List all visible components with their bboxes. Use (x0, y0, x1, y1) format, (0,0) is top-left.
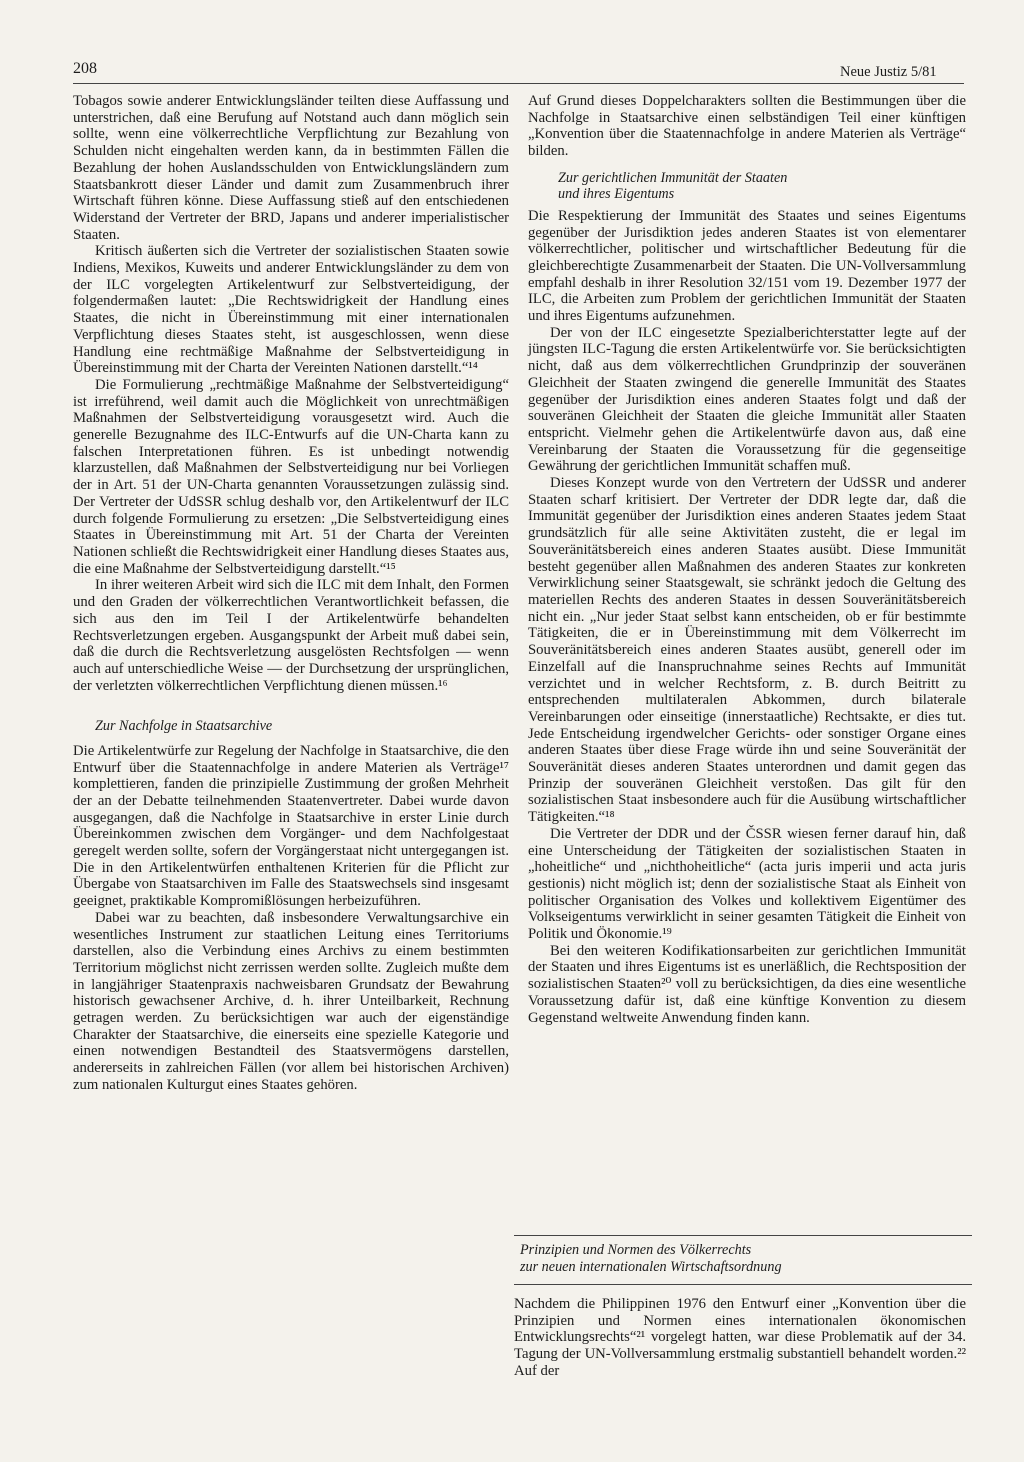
paragraph: Dabei war zu beachten, daß insbesondere Verwaltungsarchive ein wesentliches Instrument zur staatlichen Leitung eines Territoriums darstellen, also die Verbindung eines Archivs zu einem bestimmten Territorium möglichst nicht zerrissen werden sollte. Zugleich mußte dem in langjähriger Staatenpraxis nachweisbaren Grundsatz der Bewahrung historisch gewachsener Archive, d. h. ihrer Unteilbarkeit, Rechnung getragen werden. Zu berücksichtigen war auch der eigenständige Charakter der Staatsarchive, die einerseits eine spezielle Kategorie und einen notwendigen Bestandteil des Staatsvermögens darstellen, andererseits in zahlreichen Fällen (vor allem bei historischen Archiven) zum nationalen Kulturgut eines Staates gehören. (73, 909, 509, 1093)
paragraph: Der von der ILC eingesetzte Spezialberichterstatter legte auf der jüngsten ILC-Tagung die ersten Artikelentwürfe vor. Sie berücksichtigten nicht, daß aus dem völkerrechtlichen Grundprinzip der souveränen Gleichheit der Staaten zwingend die generelle Immunität des Staates gegenüber der Jurisdiktion eines anderen Staates folgt und daß der souveränen Gleichheit der Staaten die gleiche Immunität aller Staaten entspricht. Vielmehr gehen die Artikelentwürfe davon aus, daß eine Vereinbarung der Staaten die Voraussetzung für die gegenseitige Gewährung der gerichtlichen Immunität schaffen muß. (528, 324, 966, 475)
boxed-section-heading (514, 1235, 972, 1285)
section-heading-line: und ihres Eigentums (558, 186, 675, 203)
paragraph: Kritisch äußerten sich die Vertreter der sozialistischen Staaten sowie Indiens, Mexikos, Kuweits und anderer Entwicklungsländer zu dem von der ILC vorgelegten Artikelentwurf zur Selbstverteidigung, der folgendermaßen lautet: „Die Rechtswidrigkeit der Handlung eines Staates, die nicht in Übereinstimmung mit einer internationalen Verpflichtung dieses Staates steht, ist ausgeschlossen, wenn diese Handlung eine rechtmäßige Maßnahme der Selbstverteidigung in Übereinstimmung mit der Charta der Vereinten Nationen darstellt.“¹⁴ (73, 243, 509, 377)
section-heading-line: Zur gerichtlichen Immunität der Staaten (558, 169, 788, 186)
bottom-right-text (514, 1296, 966, 1380)
paragraph: Die Vertreter der DDR und der ČSSR wiesen ferner darauf hin, daß eine Unterscheidung der Tätigkeiten der sozialistischen Staaten in „hoheitliche“ und „nichthoheitliche“ (acta juris imperii und acta juris gestionis) nicht möglich ist; denn der sozialistische Staat als Einheit von politischer Organisation des Volkes und kollektivem Eigentümer des Volkseigentums verwirklicht in seiner gesamten Tätigkeit die Einheit von Politik und Ökonomie.¹⁹ (528, 825, 966, 943)
section-heading-line: zur neuen internationalen Wirtschaftsordnung (520, 1259, 782, 1275)
left-column (73, 93, 509, 1094)
paragraph: Nachdem die Philippinen 1976 den Entwurf einer „Konvention über die Prinzipien und Normen eines internationalen ökonomischen Entwicklungsrechts“²¹ vorgelegt hatten, war diese Problematik auf der 34. Tagung der UN-Vollversammlung erstmalig substantiell behandelt worden.²² Auf der (514, 1296, 966, 1379)
paragraph: Bei den weiteren Kodifikationsarbeiten zur gerichtlichen Immunität der Staaten und ihres Eigentums ist es unerläßlich, die Rechtsposition der sozialistischen Staaten²⁰ voll zu berücksichtigen, da dies eine wesentliche Voraussetzung dafür ist, daß eine künftige Konvention zu diesem Gegenstand weltweite Anwendung finden kann. (528, 942, 966, 1026)
paragraph: Dieses Konzept wurde von den Vertretern der UdSSR und anderer Staaten scharf kritisiert. Der Vertreter der DDR legte dar, daß die Immunität gegenüber der Jurisdiktion eines anderen Staates jedem Staat grundsätzlich für alle seine Aktivitäten zusteht, die er legal im Souveränitätsbereich eines anderen Staates ausübt. Diese Immunität besteht gegenüber allen Maßnahmen des anderen Staates zur konkreten Verwirklichung seiner Staatsgewalt, sie schränkt jedoch die Geltung des materiellen Rechts des anderen Staates in dessen Souveränitätsbereich nicht ein. „Nur jeder Staat selbst kann entscheiden, ob er für bestimmte Tätigkeiten, die er in Übereinstimmung mit dem Völkerrecht im Souveränitätsbereich eines anderen Staates ausübt, generell oder im Einzelfall auf die Inanspruchnahme seines Rechts auf Immunität verzichtet und in welcher Rechtsform, z. B. durch Beitritt zu entsprechenden multilateralen Abkommen, durch bilaterale Vereinbarungen oder einseitige (innerstaatliche) Rechtsakte, er dies tut. Jede Entscheidung irgendwelcher Gerichts- oder sonstiger Organe eines anderen Staates über diese Frage würde ihn und seine Souveränität der Souveränität dieses anderen Staates unterordnen und damit gegen das Prinzip der souveränen Gleichheit verstoßen. Das gilt für den sozialistischen Staat insbesondere auch für die Ausübung wirtschaftlicher Tätigkeiten.“¹⁸ (528, 475, 966, 826)
paragraph: Die Respektierung der Immunität des Staates und seines Eigentums gegenüber der Jurisdiktion jedes anderen Staates ist von elementarer völkerrechtlicher, politischer und wirtschaftlicher Bedeutung für die gleichberechtigte Zusammenarbeit der Staaten. Die UN-Vollversammlung empfahl deshalb in ihrer Resolution 32/151 vom 19. Dezember 1977 der ILC, die Arbeiten zum Problem der gerichtlichen Immunität der Staaten und ihres Eigentums aufzunehmen. (528, 207, 966, 325)
paragraph: In ihrer weiteren Arbeit wird sich die ILC mit dem Inhalt, den Formen und den Graden der völkerrechtlichen Verantwortlichkeit befassen, die sich aus den im Teil I der Artikelentwürfe behandelten Rechtsverletzungen ergeben. Ausgangspunkt der Arbeit muß dabei sein, daß die durch die Rechtsverletzung ausgelösten Rechtsfolgen — wenn auch auf unterschiedliche Weise — der Durchsetzung der ursprünglichen, der verletzten völkerrechtlichen Verpflichtung dienen müssen.¹⁶ (73, 577, 509, 694)
section-heading: Zur Nachfolge in Staatsarchive (95, 718, 273, 735)
section-heading-line: Prinzipien und Normen des Völkerrechts (520, 1242, 752, 1258)
paragraph: Auf Grund dieses Doppelcharakters sollten die Bestimmungen über die Nachfolge in Staatsarchive einen selbständigen Teil einer künftigen „Konvention über die Staatennachfolge in andere Materien als Verträge“ bilden. (528, 93, 966, 160)
page-number: 208 (73, 60, 97, 77)
paragraph: Tobagos sowie anderer Entwicklungsländer teilten diese Auffassung und unterstrichen, daß eine Berufung auf Notstand auch dann möglich sein sollte, wenn eine völkerrechtliche Verpflichtung zur Bezahlung von Schulden nicht eingehalten werden kann, da in bestimmten Fällen die Bezahlung der hohen Auslandsschulden von Entwicklungsländern zum Staatsbankrott dieser Länder und damit zum Zusammenbruch ihrer Wirtschaft führen könne. Diese Auffassung stieß auf den entschiedenen Widerstand der Vertreter der BRD, Japans und anderer imperialistischer Staaten. (73, 93, 509, 243)
right-column (528, 93, 966, 1026)
header-rule (73, 83, 964, 84)
paragraph: Die Artikelentwürfe zur Regelung der Nachfolge in Staatsarchive, die den Entwurf über die Staatennachfolge in andere Materien als Verträge¹⁷ komplettieren, fanden die prinzipielle Zustimmung der großen Mehrheit der an der Debatte teilnehmenden Staatenvertreter. Dabei wurde davon ausgegangen, daß die Nachfolge in Staatsarchive in erster Linie durch Übereinkommen zwischen dem Vorgänger- und dem Nachfolgestaat geregelt werden sollte, sofern der Vorgängerstaat nicht untergegangen ist. Die in den Artikelentwürfen enthaltenen Kriterien für die Pflicht zur Übergabe von Staatsarchiven im Falle des Staatswechsels sind insgesamt geeignet, praktikable Kompromißlösungen herbeizuführen. (73, 742, 509, 910)
section-heading (558, 170, 966, 203)
paragraph: Die Formulierung „rechtmäßige Maßnahme der Selbstverteidigung“ ist irreführend, weil damit auch die Möglichkeit von unrechtmäßigen Maßnahmen der Selbstverteidigung vorausgesetzt wird. Auch die generelle Bezugnahme des ILC-Entwurfs auf die UN-Charta kann zu falschen Interpretationen führen. Es ist unbedingt notwendig klarzustellen, daß Maßnahmen der Selbstverteidigung nur bei Vorliegen der in Art. 51 der UN-Charta genannten Voraussetzungen zulässig sind. Der Vertreter der UdSSR schlug deshalb vor, den Artikelentwurf der ILC durch folgende Formulierung zu ersetzen: „Die Selbstverteidigung eines Staates in Übereinstimmung mit Art. 51 der Charta der Vereinten Nationen schließt die Rechtswidrigkeit einer Handlung dieses Staates aus, die eine Maßnahme der Selbstverteidigung darstellt.“¹⁵ (73, 376, 509, 577)
journal-issue: Neue Justiz 5/81 (840, 64, 937, 80)
